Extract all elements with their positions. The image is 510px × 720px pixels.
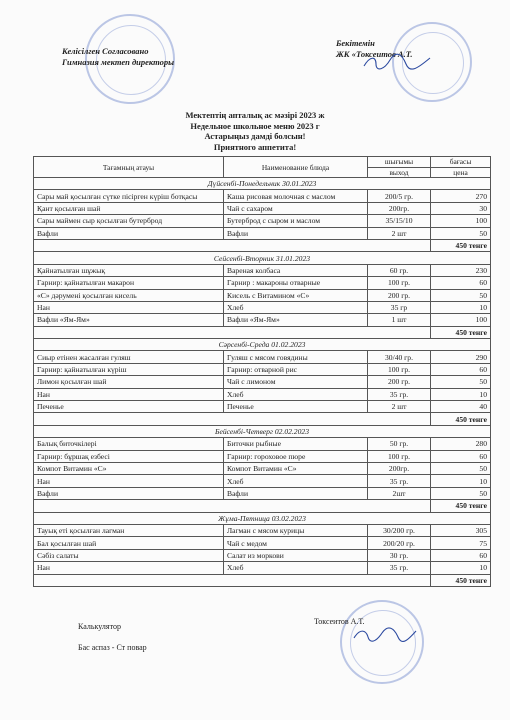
table-row — [34, 227, 491, 239]
approval-right-line1: Бекітемін — [336, 38, 375, 48]
dish-name-kz: Қант қосылған шай — [34, 202, 224, 214]
day-total: 450 тенге — [431, 326, 491, 338]
approval-left — [62, 46, 174, 68]
dish-name-kz: Вафли — [34, 227, 224, 239]
table-row — [34, 401, 491, 413]
day-total-row — [34, 239, 491, 251]
title-line-2: Недельное школьное меню 2023 г — [190, 120, 320, 131]
dish-qty: 30/40 гр. — [368, 351, 431, 363]
dish-price: 10 — [431, 562, 491, 574]
table-row — [34, 301, 491, 313]
table-row — [34, 314, 491, 326]
approval-left-line2: Гимназия мектеп директоры — [62, 57, 175, 67]
day-header-row — [34, 512, 491, 524]
dish-price: 270 — [431, 190, 491, 202]
table-row — [34, 351, 491, 363]
dish-qty: 35 гр. — [368, 562, 431, 574]
total-spacer — [34, 500, 431, 512]
signature-bottom — [352, 626, 418, 649]
dish-price: 280 — [431, 438, 491, 450]
day-name: Бейсенбі-Четверг 02.02.2023 — [34, 425, 491, 437]
day-name: Сейсенбі-Вторник 31.01.2023 — [34, 252, 491, 264]
dish-name-kz: Сары маймен сыр қосылған бутерброд — [34, 215, 224, 227]
day-total-row — [34, 413, 491, 425]
table-row — [34, 264, 491, 276]
dish-qty: 200 гр. — [368, 289, 431, 301]
dish-name-ru: Чай с сахаром — [224, 202, 368, 214]
day-name: Жұма-Пятница 03.02.2023 — [34, 512, 491, 524]
day-total-row — [34, 500, 491, 512]
dish-price: 10 — [431, 388, 491, 400]
dish-name-ru: Лагман с мясом курицы — [224, 524, 368, 536]
table-row — [34, 202, 491, 214]
menu-title — [0, 110, 510, 152]
approval-left-line1: Келісілген Согласовано — [62, 46, 149, 56]
column-header-price-kz: бағасы — [431, 157, 491, 168]
dish-name-ru: Вареная колбаса — [224, 264, 368, 276]
dish-qty: 1 шт — [368, 314, 431, 326]
dish-qty: 100 гр. — [368, 363, 431, 375]
dish-name-ru: Чай с медом — [224, 537, 368, 549]
table-row — [34, 388, 491, 400]
dish-price: 50 — [431, 487, 491, 499]
table-row — [34, 475, 491, 487]
dish-name-ru: Хлеб — [224, 562, 368, 574]
dish-name-kz: Компот Витамин «С» — [34, 462, 224, 474]
column-header-price-ru: цена — [431, 167, 491, 178]
title-line-4: Приятного аппетита! — [213, 141, 297, 152]
column-header-kz: Тағамның атауы — [34, 157, 224, 178]
dish-price: 75 — [431, 537, 491, 549]
dish-name-kz: Печенье — [34, 401, 224, 413]
table-row — [34, 289, 491, 301]
table-row — [34, 450, 491, 462]
total-spacer — [34, 574, 431, 586]
table-row — [34, 277, 491, 289]
dish-name-kz: Гарнир: қайнатылған күріш — [34, 363, 224, 375]
column-header-qty-ru: выход — [368, 167, 431, 178]
dish-name-kz: Бал қосылған шай — [34, 537, 224, 549]
dish-name-ru: Гарнир : макароны отварные — [224, 277, 368, 289]
dish-qty: 35 гр — [368, 301, 431, 313]
day-name: Сәрсенбі-Среда 01.02.2023 — [34, 339, 491, 351]
head-cook-label: Бас аспаз - Ст повар — [78, 643, 147, 652]
dish-qty: 200/5 гр. — [368, 190, 431, 202]
calculator-name: Токсеитов А.Т. — [314, 617, 365, 626]
dish-name-kz: Лимон қосылған шай — [34, 376, 224, 388]
dish-price: 290 — [431, 351, 491, 363]
day-total: 450 тенге — [431, 239, 491, 251]
table-row — [34, 524, 491, 536]
dish-name-ru: Хлеб — [224, 475, 368, 487]
day-total-row — [34, 326, 491, 338]
dish-name-kz: Вафли «Ям-Ям» — [34, 314, 224, 326]
dish-name-kz: Балық биточкілері — [34, 438, 224, 450]
dish-name-ru: Каша рисовая молочная с маслом — [224, 190, 368, 202]
day-total: 450 тенге — [431, 574, 491, 586]
dish-name-ru: Бутерброд с сыром и маслом — [224, 215, 368, 227]
dish-price: 10 — [431, 475, 491, 487]
total-spacer — [34, 326, 431, 338]
dish-qty: 100 гр. — [368, 277, 431, 289]
day-header-row — [34, 252, 491, 264]
dish-qty: 30 гр. — [368, 549, 431, 561]
table-row — [34, 487, 491, 499]
dish-price: 50 — [431, 227, 491, 239]
dish-name-kz: Қайнатылған шұжық — [34, 264, 224, 276]
dish-qty: 200гр. — [368, 462, 431, 474]
dish-price: 30 — [431, 202, 491, 214]
dish-qty: 200гр. — [368, 202, 431, 214]
dish-price: 60 — [431, 549, 491, 561]
menu-body — [34, 178, 491, 587]
day-total: 450 тенге — [431, 413, 491, 425]
dish-name-ru: Вафли — [224, 487, 368, 499]
dish-name-ru: Гарнир: отварной рис — [224, 363, 368, 375]
dish-name-ru: Чай с лимоном — [224, 376, 368, 388]
dish-qty: 2 шт — [368, 227, 431, 239]
dish-name-kz: Нан — [34, 475, 224, 487]
approval-right-line2: ЖК «Токсеитов А.Т. — [336, 49, 413, 59]
day-total-row — [34, 574, 491, 586]
dish-price: 230 — [431, 264, 491, 276]
day-total: 450 тенге — [431, 500, 491, 512]
title-line-1: Мектептің апталық ас мәзірі 2023 ж — [185, 110, 325, 120]
day-header-row — [34, 339, 491, 351]
dish-name-ru: Гарнир: гороховое пюре — [224, 450, 368, 462]
dish-price: 50 — [431, 289, 491, 301]
dish-name-kz: Гарнир: бұршақ езбесі — [34, 450, 224, 462]
table-row — [34, 462, 491, 474]
column-header-qty-kz: шығымы — [368, 157, 431, 168]
dish-name-kz: Нан — [34, 388, 224, 400]
table-row — [34, 562, 491, 574]
dish-name-kz: Нан — [34, 301, 224, 313]
dish-qty: 35 гр. — [368, 388, 431, 400]
table-row — [34, 537, 491, 549]
dish-name-ru: Хлеб — [224, 301, 368, 313]
dish-name-kz: Гарнир: қайнатылған макарон — [34, 277, 224, 289]
dish-name-ru: Салат из моркови — [224, 549, 368, 561]
dish-price: 60 — [431, 450, 491, 462]
day-name: Дүйсенбі-Понедельник 30.01.2023 — [34, 178, 491, 190]
dish-name-ru: Печенье — [224, 401, 368, 413]
day-header-row — [34, 178, 491, 190]
dish-price: 100 — [431, 215, 491, 227]
column-header-ru: Наименование блюда — [224, 157, 368, 178]
dish-price: 100 — [431, 314, 491, 326]
dish-name-ru: Хлеб — [224, 388, 368, 400]
table-row — [34, 190, 491, 202]
total-spacer — [34, 413, 431, 425]
menu-table — [33, 156, 491, 587]
table-row — [34, 215, 491, 227]
signature-top-right — [362, 52, 432, 77]
dish-qty: 35/15/10 — [368, 215, 431, 227]
dish-name-kz: Нан — [34, 562, 224, 574]
dish-name-ru: Биточки рыбные — [224, 438, 368, 450]
title-line-3: Астарыңыз дамді болсын! — [204, 131, 306, 141]
dish-name-ru: Компот Витамин «С» — [224, 462, 368, 474]
dish-name-kz: Сиыр етінен жасалған гуляш — [34, 351, 224, 363]
dish-name-kz: Сәбіз салаты — [34, 549, 224, 561]
table-row — [34, 376, 491, 388]
dish-qty: 60 гр. — [368, 264, 431, 276]
table-row — [34, 438, 491, 450]
calculator-label: Калькулятор — [78, 622, 121, 631]
dish-price: 10 — [431, 301, 491, 313]
dish-price: 60 — [431, 363, 491, 375]
dish-qty: 100 гр. — [368, 450, 431, 462]
dish-qty: 200 гр. — [368, 376, 431, 388]
dish-name-ru: Вафли — [224, 227, 368, 239]
dish-price: 50 — [431, 376, 491, 388]
dish-qty: 30/200 гр. — [368, 524, 431, 536]
dish-name-kz: «С» дәрумені қосылған кисель — [34, 289, 224, 301]
dish-name-kz: Вафли — [34, 487, 224, 499]
dish-qty: 200/20 гр. — [368, 537, 431, 549]
total-spacer — [34, 239, 431, 251]
dish-name-kz: Тауық еті қосылған лагман — [34, 524, 224, 536]
dish-name-ru: Кисель с Витамином «С» — [224, 289, 368, 301]
dish-qty: 35 гр. — [368, 475, 431, 487]
table-row — [34, 363, 491, 375]
dish-price: 305 — [431, 524, 491, 536]
dish-price: 50 — [431, 462, 491, 474]
dish-name-kz: Сары май қосылған сүтке пісірген күріш ботқасы — [34, 190, 224, 202]
dish-price: 60 — [431, 277, 491, 289]
day-header-row — [34, 425, 491, 437]
dish-qty: 2шт — [368, 487, 431, 499]
table-row — [34, 549, 491, 561]
dish-qty: 50 гр. — [368, 438, 431, 450]
dish-name-ru: Гуляш с мясом говядины — [224, 351, 368, 363]
dish-price: 40 — [431, 401, 491, 413]
dish-name-ru: Вафли «Ям-Ям» — [224, 314, 368, 326]
dish-qty: 2 шт — [368, 401, 431, 413]
